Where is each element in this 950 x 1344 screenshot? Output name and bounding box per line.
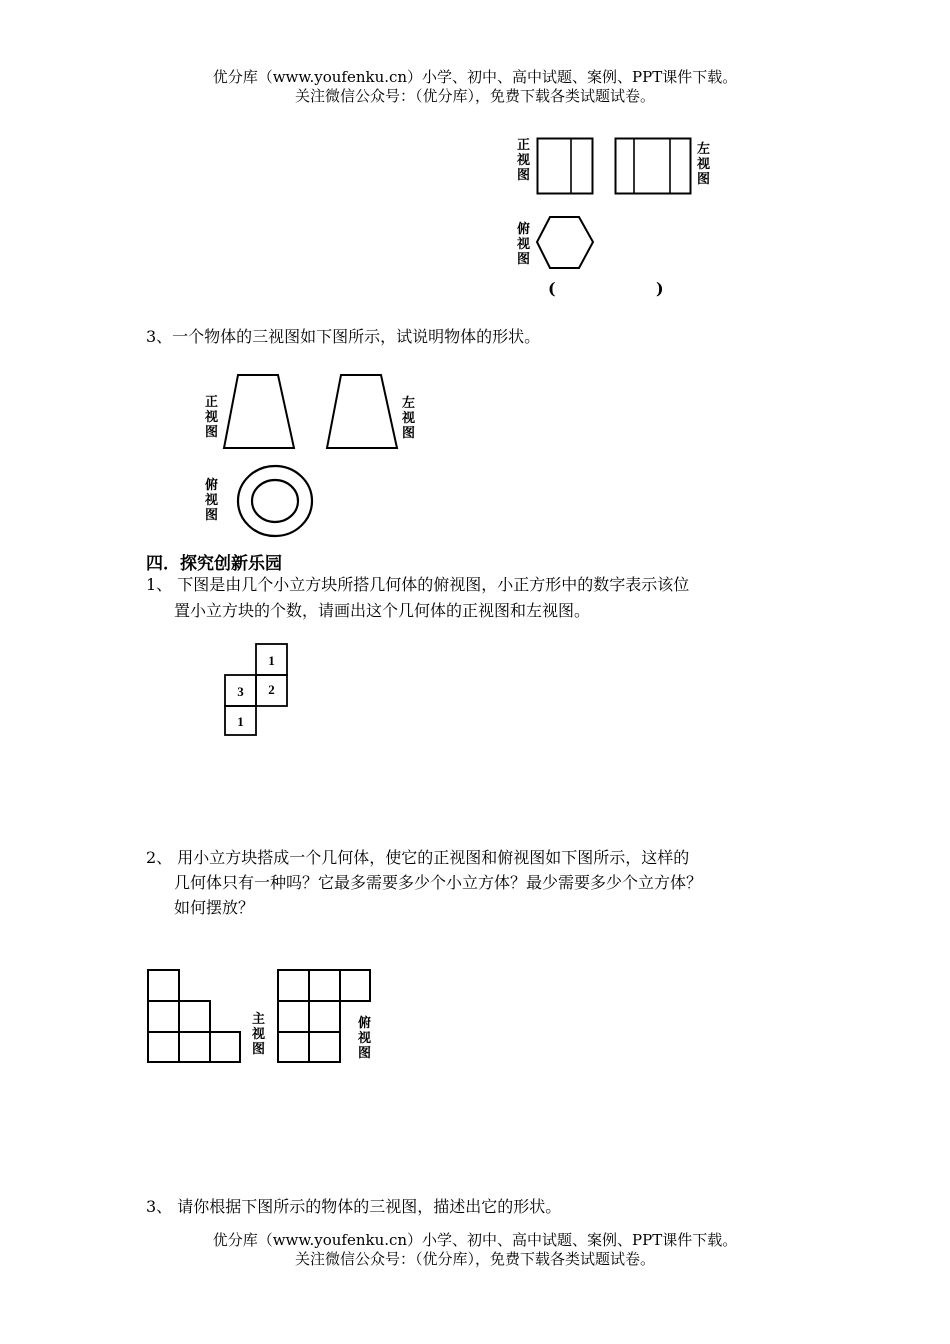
question-1-line-1: 1、 下图是由几个小立方块所搭几何体的俯视图，小正方形中的数字表示该位 — [146, 575, 690, 594]
front-view-label: 正视图 — [516, 138, 530, 183]
q3a-left-view-trapezoid — [325, 374, 399, 450]
question-2-line-2: 几何体只有一种吗？它最多需要多少个小立方体？最少需要多少个立方体？ — [174, 873, 703, 892]
top-view-hexagon — [536, 215, 596, 271]
header-line-2: 关注微信公众号：（优分库），免费下载各类试题试卷。 — [294, 87, 655, 105]
q2-main-view-label: 主视图 — [251, 1012, 265, 1057]
header-line-1: 优分库（www.youfenku.cn）小学、初中、高中试题、案例、PPT课件下载。 — [212, 68, 738, 86]
q3a-left-view-label: 左视图 — [401, 396, 415, 441]
section-4-title: 四．探究创新乐园 — [146, 554, 282, 574]
grid-cell-value: 2 — [268, 682, 275, 697]
q2-main-view-grid — [147, 969, 243, 1065]
q3a-front-view-trapezoid — [222, 374, 296, 450]
question-3a-text: 3、一个物体的三视图如下图所示，试说明物体的形状。 — [146, 327, 541, 346]
answer-paren-open: ( — [548, 279, 556, 298]
grid-cell-value: 3 — [237, 684, 244, 699]
left-view-label: 左视图 — [696, 142, 710, 187]
top-view-label: 俯视图 — [516, 222, 530, 267]
front-view-drawing — [536, 137, 596, 197]
left-view-drawing — [614, 137, 694, 197]
grid-cell-value: 1 — [237, 714, 244, 729]
question-2-line-1: 2、 用小立方块搭成一个几何体，使它的正视图和俯视图如下图所示，这样的 — [146, 848, 690, 867]
question-2-line-3: 如何摆放？ — [174, 898, 255, 917]
answer-paren-close: ) — [656, 279, 664, 298]
q1-top-view-grid — [223, 643, 289, 737]
q2-top-view-label: 俯视图 — [357, 1016, 371, 1061]
q3a-top-view-circles — [235, 463, 315, 539]
question-3b-text: 3、 请你根据下图所示的物体的三视图，描述出它的形状。 — [146, 1197, 562, 1216]
q3a-front-view-label: 正视图 — [204, 395, 218, 440]
footer-line-1: 优分库（www.youfenku.cn）小学、初中、高中试题、案例、PPT课件下载。 — [212, 1231, 738, 1249]
grid-cell-value: 1 — [268, 653, 275, 668]
footer-line-2: 关注微信公众号：（优分库），免费下载各类试题试卷。 — [294, 1250, 655, 1268]
question-1-line-2: 置小立方块的个数，请画出这个几何体的正视图和左视图。 — [174, 601, 591, 620]
q3a-top-view-label: 俯视图 — [204, 478, 218, 523]
